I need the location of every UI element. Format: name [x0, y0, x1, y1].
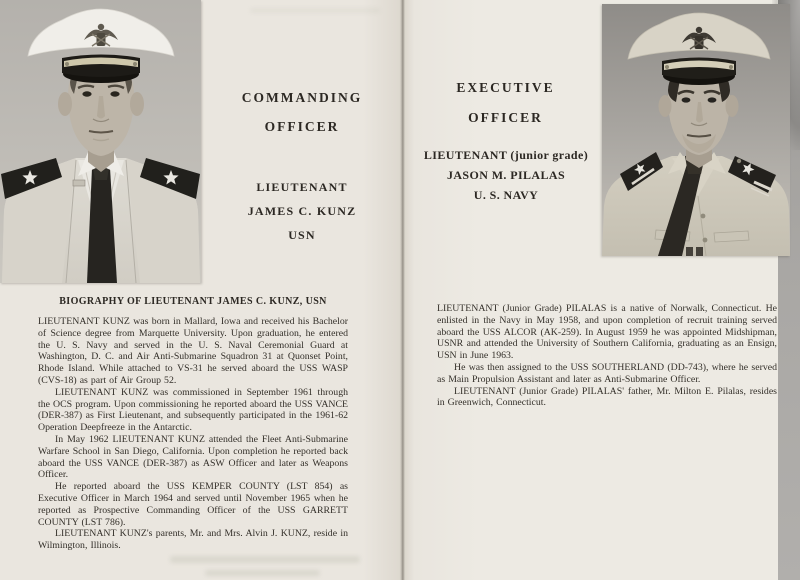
executive-officer-title [403, 80, 608, 126]
co-portrait-illustration [0, 0, 201, 283]
show-through-smudge [205, 570, 320, 576]
show-through-smudge [170, 556, 360, 563]
officer-service: USN [288, 228, 316, 242]
biography-paragraph: He was then assigned to the USS SOUTHERLAND (DD-743), where he served as Main Propulsion Assistant and later as Anti-Submarine Officer. [437, 361, 777, 385]
biography-paragraph: LIEUTENANT KUNZ was born in Mallard, Iowa and received his Bachelor of Science degree from Marquette University. Upon graduation, he entered the U. S. Navy and served in the U. S. Naval Ceremonial Guard at Washington, D. C. and Air Anti-Submarine Squadron 31 at Quonset Point, Rhode Island. While attached to VS-31 he served aboard the USS WASP (CVS-18) as part of Air Group 52. [38, 316, 348, 386]
title-line: EXECUTIVE [456, 80, 555, 95]
xo-portrait-illustration [602, 4, 790, 256]
title-line: OFFICER [264, 119, 340, 134]
biography-paragraph: LIEUTENANT (Junior Grade) PILALAS' father, Mr. Milton E. Pilalas, resides in Greenwich, Connecticut. [437, 385, 777, 409]
biography-heading: BIOGRAPHY OF LIEUTENANT JAMES C. KUNZ, USN [59, 296, 327, 307]
xo-biography [437, 303, 777, 409]
co-name-block [201, 180, 403, 252]
xo-portrait-photo [602, 4, 790, 256]
biography-paragraph: LIEUTENANT KUNZ's parents, Mr. and Mrs. Alvin J. KUNZ, reside in Wilmington, Illinois. [38, 528, 348, 552]
officer-name: JAMES C. KUNZ [247, 204, 357, 218]
officer-rank: LIEUTENANT [256, 180, 348, 194]
biography-paragraph: In May 1962 LIEUTENANT KUNZ attended the Fleet Anti-Submarine Warfare School in San Diego, California. Upon completion he reported back aboard the USS VANCE (DER-387) as ASW Officer and later as Weapons Officer. [38, 433, 348, 481]
biography-paragraph: He reported aboard the USS KEMPER COUNTY (LST 854) as Executive Officer in March 1964 and served until November 1965 when he reported as Prospective Commanding Officer of the USS GARRETT COUNTY (LST 786). [38, 481, 348, 528]
biography-paragraph: LIEUTENANT KUNZ was commissioned in September 1961 through the OCS program. Upon commissioning he reported aboard the USS VANCE (DER-387) as First Lieutenant, and subsequently participated in the 1961-62 Operation Deepfreeze in the Antarctic. [38, 386, 348, 434]
title-line: OFFICER [468, 110, 543, 125]
officer-service: U. S. NAVY [473, 188, 539, 202]
xo-name-block [408, 148, 604, 208]
officer-rank: LIEUTENANT (junior grade) [423, 148, 589, 162]
commanding-officer-title [201, 90, 403, 135]
biography-paragraph: LIEUTENANT (Junior Grade) PILALAS is a native of Norwalk, Connecticut. He enlisted in the Navy in May 1958, and upon completion of recruit training served aboard the USS ALCOR (AK-259). In August 1959 he was appointed Midshipman, USNR and attended the University of Southern California, graduating as an Ensign, USN in June 1963. [437, 303, 777, 362]
show-through-smudge [250, 8, 380, 13]
co-biography [38, 296, 348, 552]
title-line: COMMANDING [241, 90, 363, 105]
officer-name: JASON M. PILALAS [446, 168, 566, 182]
co-portrait-photo [0, 0, 201, 283]
